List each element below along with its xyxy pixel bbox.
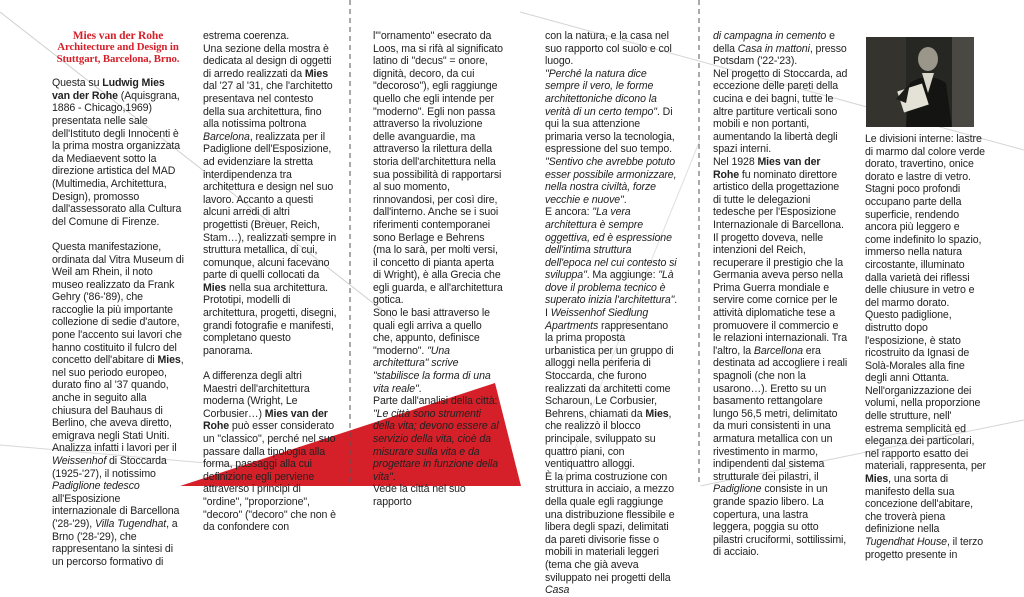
paragraph: I Weissenhof Siedlung Apartments rappresentano la prima proposta urbanistica per un gruppo di alloggi nella periferia di Stoccarda, che furono realizzati da architetti come Scharoun, Le Corbusier, Behrens, chiamati da Mies, che realizzò il blocco principale, sviluppato su quattro piani, con ventiquattro alloggi.: [545, 307, 674, 471]
paragraph: Stagni poco profondi occupano parte della superficie, rendendo ancora più leggero e come indefinito lo spazio, immerso nella natura circostante, illuminato dalla varietà dei riflessi delle chiusure in vetro e del marmo dorato.: [865, 183, 982, 309]
paragraph: È la prima costruzione con struttura in acciaio, a mezzo della quale egli raggiunge una distribuzione flessibile e libera degli spazi, delimitati da pareti divisorie fisse o mobili in materiali leggeri (tema che già aveva sviluppato nei progetti della Casa: [545, 470, 675, 597]
portrait-photo-icon: [866, 37, 974, 127]
text-column-3: [373, 30, 503, 509]
name-highlight: Mies: [157, 354, 181, 367]
paragraph: con la natura, e la casa nel suo rapporto col suolo e col luogo.: [545, 30, 672, 68]
paragraph: l'"ornamento" esecrato da Loos, ma si rifà al significato latino di "decus" = onore, dignità, decoro, da cui "decoroso"), egli raggiunge quello che egli intende per "moderno". Egli non passa attraverso la rivoluzione delle avanguardie, ma attraverso la rilettura della storia dell'architettura nella sua possibilità di rapportarsi al suo momento, rinnovandosi, per così dire, dall'interno. Anche se i suoi riferimenti contemporanei sono Berlage e Behrens (ma lo sarà, per molti versi, il concetto di pianta aperta di Wright), è alla Grecia che egli guarda, e all'architettura gotica.: [373, 30, 503, 307]
paragraph: Questa manifestazione, ordinata dal Vitra Museum di Weil am Rhein, il noto museo realizzato da Frank Gehry ('86-'89), che raccoglie la più importante collezione di sedie d'autore, pone l'accento sui lavori che hanno costituito il fulcro del concetto dell'abitare di Mies, nel suo periodo europeo, durato fino al '37 quando, anche in seguito alla chiusura del Bauhaus di Berlino, che aveva diretto, emigrava negli Stati Uniti. Analizza infatti i lavori per il Weissenhof di Stoccarda (1925-'27), il notissimo Padiglione tedesco all'Esposizione internazionale di Barcellona ('28-'29), Villa Tugendhat, a Brno ('28-'29), che rappresentano la sintesi di un percorso formativo di: [52, 240, 184, 568]
text-column-6: [865, 133, 987, 561]
text-column-2: [203, 30, 337, 534]
quote: "Le città sono strumenti della vita; devono essere al servizio della vita, cioè da misurare sulla vita e da progettare in funzione della vita": [373, 407, 499, 483]
paragraph: Le divisioni interne: lastre di marmo dal colore verde dorato, travertino, onice dorato e lastre di vetro.: [865, 133, 985, 183]
quote: "La vera architettura è sempre oggettiva, ed è espressione dell'intima struttura dell'epoca nel cui contesto si sviluppa": [545, 206, 677, 282]
text-column-5: [713, 30, 848, 559]
paragraph: Prototipi, modelli di architettura, progetti, disegni, grandi fotografie e manifesti, completano questo panorama.: [203, 294, 337, 357]
paragraph: Nel 1928 Mies van der Rohe fu nominato direttore artistico della progettazione di tutte le delegazioni tedesche per l'Esposizione Internazionale di Barcellona. Il progetto doveva, nelle intenzioni del Reich, recuperare il prestigio che la Germania aveva perso nella Prima Guerra mondiale e servire come cornice per le attività diplomatiche tese a promuovere il commercio e le relazioni internazionali. Tra l'altro, la Barcellona era destinata ad accogliere i reali spagnoli (che non la usarono…). Eretto su un basamento rettangolare lungo 56,5 metri, delimitato da muri consistenti in una armatura metallica con un rivestimento in marmo, indipendenti dal sistema strutturale dei pilastri, il Padiglione consiste in un grande spazio libero. La copertura, una lastra leggera, poggia su otto pilastri cruciformi, sottilissimi, di acciaio.: [713, 155, 848, 559]
paragraph: E ancora: "La vera architettura è sempre oggettiva, ed è espressione dell'intima struttura dell'epoca nel cui contesto si sviluppa". Ma aggiunge: "Là dove il problema tecnico è superato inizia l'architettura".: [545, 206, 678, 307]
paragraph: Sono le basi attraverso le quali egli arriva a quello che, appunto, definisce "moderno". "Una architettura" scrive "stabilisce la forma di una vita reale".: [373, 307, 491, 395]
paragraph: estrema coerenza.: [203, 30, 290, 42]
quote: "Sentivo che avrebbe potuto esser possibile armonizzare, nella nostra civiltà, forze vecchie e nuove": [545, 155, 677, 206]
text-column-1: [52, 30, 184, 568]
text-column-4: [545, 30, 678, 597]
quote: "Là dove il problema tecnico è superato inizia l'architettura": [545, 269, 675, 307]
quote: "Una architettura" scrive "stabilisce la forma di una vita reale": [373, 344, 491, 395]
paragraph: A differenza degli altri Maestri dell'architettura moderna (Wright, Le Corbusier…) Mies van der Rohe può esser considerato un "classico", perché nel suo passare dalla tipologia alla forma, passaggi alla cui definizione egli perviene attraverso i principi di "ordine", "proporzione", "decoro" ("decoro" che non è da confondere con: [203, 370, 336, 534]
paragraph: Una sezione della mostra è dedicata al design di oggetti di arredo realizzati da Mies dal '27 al '31, che l'architetto presentava nel contesto della sua architettura, fino alla notissima poltrona Barcelona, realizzata per il Padiglione dell'Esposizione, ad evidenziare la stretta interdipendenza tra architettura e design nel suo lavoro. Accanto a questi alcuni arredi di altri progettisti (Breuer, Reich, Stam…), realizzati sempre in struttura metallica, di cui, comunque, alcuni facevano parte di quelli collocati da Mies nella sua architettura.: [203, 42, 337, 294]
quote: "Perché la natura dice sempre il vero, le forme architettoniche dicono la verità di un certo tempo": [545, 67, 657, 118]
exhibition-subtitle: Architecture and Design in Stuttgart, Barcelona, Brno.: [56, 41, 180, 65]
paragraph: Nell'organizzazione dei volumi, nella proporzione delle strutture, nell' estrema semplicità ed eleganza dei particolari, nel rapporto esatto dei materiali, rappresenta, per Mies, una sorta di manifesto della sua concezione dell'abitare, che troverà piena definizione nella Tugendhat House, il terzo progetto presente in: [865, 384, 986, 561]
name-highlight: Ludwig Mies van der Rohe: [52, 77, 165, 102]
paragraph: Nel progetto di Stoccarda, ad eccezione delle pareti della cucina e dei bagni, tutte le altre partiture verticali sono mobili e non portanti, aumentando la libertà degli spazi interni.: [713, 67, 848, 156]
paragraph: Vede la città nel suo rapporto: [373, 483, 466, 508]
paragraph: Questa su Ludwig Mies van der Rohe (Aquisgrana, 1886 - Chicago,1969) presentata nelle sale dell'Istituto degli Innocenti è la prima mostra organizzata da Mediaevent sotto la direzione artistica del MAD (Multimedia, Architettura, Design), promosso dall'assessorato alla Cultura del Comune di Firenze.: [52, 77, 182, 228]
paragraph: "Perché la natura dice sempre il vero, le forme architettoniche dicono la verità di un certo tempo". Di qui la sua attenzione primaria verso la tecnologia, espressione del suo tempo. "Sentivo che avrebbe potuto esser possibile armonizzare, nella nostra civiltà, forze vecchie e nuove".: [545, 67, 677, 206]
portrait-photo-icon: [866, 37, 974, 127]
exhibition-title: Mies van der Rohe: [72, 30, 164, 42]
paragraph: di campagna in cemento e della Casa in mattoni, presso Potsdam ('22-'23).: [713, 30, 847, 68]
paragraph: Parte dall'analisi della città: "Le città sono strumenti della vita; devono essere al servizio della vita, cioè da misurare sulla vita e da progettare in funzione della vita".: [373, 395, 499, 483]
paragraph: Questo padiglione, distrutto dopo l'esposizione, è stato ricostruito da Ignasi de Solà-Morales alla fine degli anni Ottanta.: [865, 309, 970, 385]
